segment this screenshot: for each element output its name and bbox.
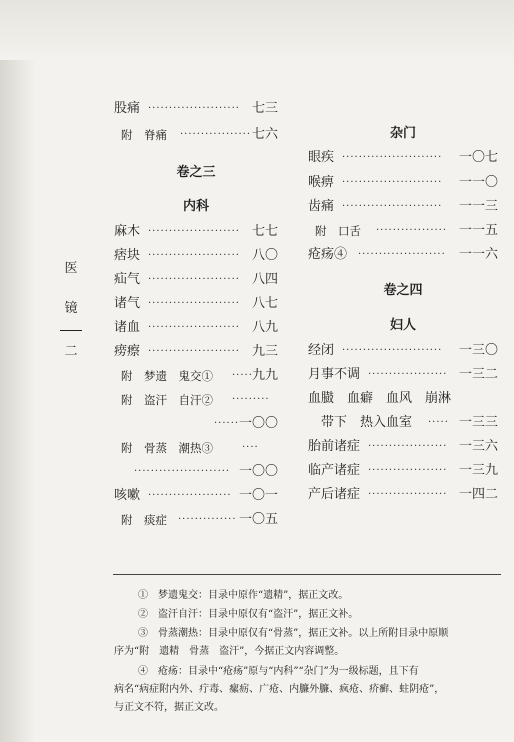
toc-entry[interactable]	[114, 222, 278, 242]
toc-page: 一〇七	[458, 150, 498, 165]
toc-entry[interactable]	[114, 125, 278, 145]
leader-dots: ·····	[428, 417, 449, 428]
toc-page: 九九	[251, 368, 278, 383]
toc-page: 八九	[251, 320, 278, 335]
toc-label: 附 骨蒸 潮热③	[121, 441, 213, 455]
toc-page: 一一〇	[458, 175, 498, 190]
toc-page: 七七	[251, 224, 278, 239]
toc-label: 股痛	[114, 101, 141, 116]
toc-entry[interactable]	[114, 366, 278, 386]
toc-page: 一〇〇	[238, 464, 278, 479]
leader-dots: ·················	[180, 129, 252, 140]
toc-label: 痞块	[114, 248, 141, 263]
toc-page: 一三二	[458, 367, 498, 382]
toc-label: 疝气	[114, 272, 141, 287]
toc-entry[interactable]	[308, 221, 498, 241]
section-heading: 内科	[182, 199, 209, 214]
volume-heading: 卷之四	[383, 283, 423, 298]
leader-dots: ······················	[148, 346, 240, 357]
leader-dots: ·········	[232, 394, 270, 405]
toc-label: 临产诸症	[308, 463, 361, 478]
toc-label: 附 盗汗 自汗②	[121, 393, 213, 407]
toc-entry[interactable]	[308, 341, 498, 361]
leader-dots: ······················	[148, 226, 240, 237]
toc-entry[interactable]	[114, 246, 278, 266]
toc-entry[interactable]	[114, 270, 278, 290]
leader-dots: ······················	[148, 322, 240, 333]
leader-dots: ······················	[148, 250, 240, 261]
toc-entry[interactable]	[114, 390, 278, 410]
toc-entry[interactable]	[114, 99, 278, 119]
toc-entry[interactable]	[308, 148, 498, 168]
toc-page: 一四二	[458, 487, 498, 502]
toc-page: 一一五	[458, 223, 498, 238]
leader-dots: ························	[342, 177, 443, 188]
toc-page: 一一三	[458, 199, 498, 214]
running-title-char: 医	[64, 261, 78, 276]
toc-label: 眼疾	[308, 150, 335, 165]
leader-dots: ························	[342, 152, 443, 163]
toc-label: 诸气	[114, 296, 141, 311]
toc-page: 七六	[251, 127, 278, 142]
footnote: ② 盗汗自汗：目录中原仅有“盗汗”，据正文补。	[138, 609, 359, 620]
toc-label: 痨瘵	[114, 344, 141, 359]
toc-entry-continued[interactable]	[114, 462, 278, 482]
leader-dots: ······················	[148, 274, 240, 285]
toc-entry[interactable]	[308, 389, 498, 409]
toc-entry[interactable]	[114, 342, 278, 362]
toc-entry[interactable]	[308, 365, 498, 385]
leader-dots: ······	[214, 418, 240, 429]
title-divider	[60, 330, 82, 331]
toc-label: 麻木	[114, 224, 141, 239]
toc-label: 附 口舌	[315, 224, 361, 238]
binding-shadow	[0, 0, 36, 742]
leader-dots: ······················	[148, 103, 240, 114]
footnote-continued: 序为“附 遗精 骨蒸 盗汗”，今据正文内容调整。	[114, 646, 345, 657]
leader-dots: ····	[242, 442, 259, 453]
toc-entry[interactable]	[308, 173, 498, 193]
toc-page: 七三	[251, 101, 278, 116]
toc-entry[interactable]	[114, 294, 278, 314]
page-top-shadow	[0, 0, 514, 60]
toc-entry[interactable]	[308, 461, 498, 481]
page-number: 二	[64, 344, 78, 359]
toc-page: 一〇一	[238, 488, 278, 503]
footnote: ④ 疮疡：目录中“疮疡”原与“内科”“杂门”为一级标题，且下有	[138, 666, 419, 677]
toc-page: 九三	[251, 344, 278, 359]
toc-label: 血臌 血癖 血风 崩淋	[308, 391, 452, 406]
volume-heading: 卷之三	[176, 165, 216, 180]
toc-page: 一三六	[458, 439, 498, 454]
toc-label: 经闭	[308, 343, 335, 358]
footnote: ① 梦遗鬼交：目录中原作“遗精”，据正文改。	[138, 590, 349, 601]
leader-dots: ·················	[376, 225, 448, 236]
toc-entry[interactable]	[308, 437, 498, 457]
section-heading: 妇人	[389, 318, 416, 333]
footnote-continued: 病名“病症附内外、疔毒、瘰疬、广疮、内臁外臁、疯疮、疥癣、蛀阴疮”，	[114, 684, 445, 695]
toc-entry[interactable]	[114, 486, 278, 506]
toc-entry-continued[interactable]	[114, 414, 278, 434]
leader-dots: ···················	[368, 489, 448, 500]
leader-dots: ······················	[148, 298, 240, 309]
toc-label: 月事不调	[308, 367, 361, 382]
section-heading: 杂门	[389, 126, 416, 141]
leader-dots: ···················	[368, 441, 448, 452]
leader-dots: ·······················	[134, 466, 231, 477]
footnote: ③ 骨蒸潮热：目录中原仅有“骨蒸”，据正文补。以上所附目录中原顺	[138, 628, 449, 639]
toc-entry[interactable]	[308, 197, 498, 217]
toc-page: 一三〇	[458, 343, 498, 358]
leader-dots: ··············	[178, 514, 237, 525]
toc-page: 八七	[251, 296, 278, 311]
toc-label: 产后诸症	[308, 487, 361, 502]
toc-label: 附 脊痛	[121, 128, 167, 142]
leader-dots: ···················	[368, 465, 448, 476]
toc-label: 喉痹	[308, 175, 335, 190]
toc-label: 诸血	[114, 320, 141, 335]
toc-entry[interactable]	[308, 485, 498, 505]
toc-entry[interactable]	[114, 510, 278, 530]
toc-label: 齿痛	[308, 199, 335, 214]
footnote-rule	[113, 574, 501, 575]
toc-page: 一〇〇	[238, 416, 278, 431]
toc-page: 一一六	[458, 247, 498, 262]
leader-dots: ························	[342, 201, 443, 212]
leader-dots: ····················	[148, 490, 232, 501]
toc-entry[interactable]	[114, 318, 278, 338]
toc-page: 一〇五	[238, 512, 278, 527]
toc-label: 咳嗽	[114, 488, 141, 503]
toc-label: 胎前诸症	[308, 439, 361, 454]
toc-label: 带下 热入血室	[308, 415, 413, 430]
toc-page: 一三三	[458, 415, 498, 430]
leader-dots: ···················	[368, 369, 448, 380]
leader-dots: ·····	[232, 370, 253, 381]
toc-entry-continued[interactable]	[308, 413, 498, 433]
toc-page: 一三九	[458, 463, 498, 478]
toc-label: 疮疡④	[308, 247, 348, 262]
toc-label: 附 梦遗 鬼交①	[121, 369, 213, 383]
leader-dots: ·····················	[358, 249, 446, 260]
toc-entry[interactable]	[114, 438, 278, 458]
running-title-char: 镜	[64, 301, 78, 316]
toc-page: 八〇	[251, 248, 278, 263]
toc-page: 八四	[251, 272, 278, 287]
running-title	[60, 262, 82, 385]
footnote-continued: 与正文不符，据正文改。	[114, 702, 224, 713]
toc-label: 附 痰症	[121, 513, 167, 527]
leader-dots: ························	[342, 345, 443, 356]
toc-entry[interactable]	[308, 245, 498, 265]
